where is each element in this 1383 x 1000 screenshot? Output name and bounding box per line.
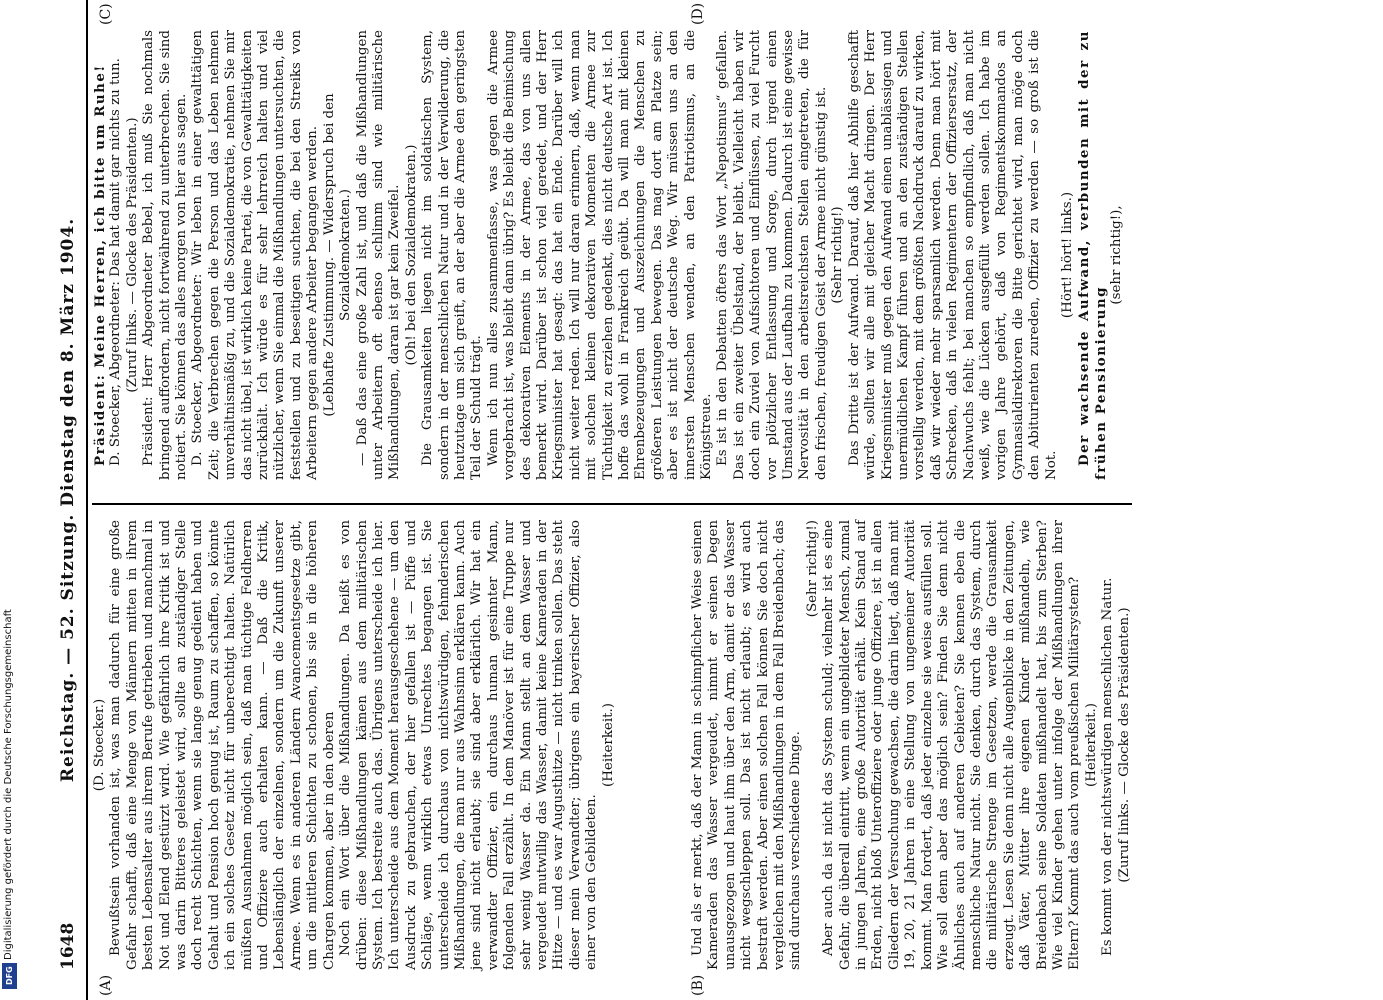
page-header bbox=[58, 0, 88, 1000]
right-column bbox=[92, 30, 1292, 480]
margin-marker-c: (C) bbox=[98, 3, 114, 25]
paragraph: D. Stoecker, Abgeordneter: Wir leben in einer gewalttätigen Zeit; die Verbrechen gegen die Person und das Leben nehmen unverhältnismäßig zu, und die Sozialdemokratie, nehmen Sie mir das nicht übel, ist wirklich keine Partei, die von Gewalttätigkeiten zurückhält. Ich würde es für sehr lehrreich halten und viel nützlicher, wenn Sie einmal die Mißhandlungen untersuchten, die feststellen und zu beseitigen suchten, die bei den Streiks von Arbeitern gegen andere Arbeiter begangen werden. bbox=[190, 30, 321, 480]
paragraph: Es ist in den Debatten öfters das Wort „Nepotismus“ gefallen. Das ist ein zweiter Übelstand, der bleibt. Vielleicht haben wir doch ein Zuviel von Aufsichtoren und Einflüssen, zu viel Furcht vor plötzlicher Entlassung und Sorge, durch irgend einen Umstand aus der Laufbahn zu kommen. Dadurch ist eine gewisse Nervosität in den arbeitsreichsten Stellen eingetreten, die für den frischen, freudigen Geist der Armee nicht günstig ist. bbox=[715, 30, 829, 480]
interjection: (Zuruf links. — Glocke des Präsidenten.) bbox=[124, 117, 140, 393]
margin-marker-d: (D) bbox=[690, 2, 706, 25]
paragraph: Der wachsende Aufwand, verbunden mit der zu frühen Pensionierung bbox=[1076, 30, 1109, 480]
interjection: (Heiterkeit.) bbox=[600, 703, 616, 787]
interjection: (Hört! hört! links.) bbox=[1059, 191, 1075, 319]
digitization-credit: Digitalisierung gefördert durch die Deutsche Forschungsgemeinschaft bbox=[3, 609, 14, 960]
paragraph: Präsident: Herr Abgeordneter Bebel, ich muß Sie nochmals bringend auffordern, nicht fortwährend zu unterbrechen. Sie sind notiert. Sie können das alles morgen von hier aus sagen. bbox=[141, 30, 190, 480]
interjection: (Sehr richtig!) bbox=[804, 520, 820, 618]
paragraph: Aber auch da ist nicht das System schuld; vielmehr ist es eine Gefahr, die überall eintritt, wenn ein ungebildeter Mensch, zumal in jungen Jahren, eine große Autorität erhält. Kein Stand auf Erden, nicht bloß Unteroffiziere oder junge Offiziere, ist in allen Gliedern der Versuchung gewachsen, die darin liegt, daß man mit 19, 20, 21 Jahren in eine Stellung von ungemeiner Autorität kommt. Man fordert, daß jeder einzelne sie weise ausfüllen soll. Wie soll denn aber das möglich sein? Finden Sie denn nicht Ähnliches auch auf anderen Gebieten? Sie kennen eben die menschliche Natur nicht. Sie denken, durch das System, durch die militärische Strenge im Gesetzen, werde die Grausamkeit erzeugt. Lesen Sie denn nicht alle Augenblicke in den Zeitungen, daß Väter, Mütter ihre eigenen Kinder mißhandeln, wie Breidenbach seine Soldaten mißhandelt hat, bis zum Sterben? Wie viel Kinder gehen unter infolge der Mißhandlungen ihrer Eltern? Kommt das auch vom preußischen Militärsystem? bbox=[821, 520, 1083, 970]
paragraph: Und als er merkt, daß der Mann in schimpflicher Weise seinen Kameraden das Wasser vergeudet, nimmt er seinen Degen unausgezogen und haut ihm über den Arm, damit er das Wasser nicht wegschleppen soll. Das ist nicht erlaubt; es wird auch bestraft werden. Aber einen solchen Fall können Sie doch nicht vergleichen mit den Mißhandlungen in dem Fall Breidenbach; das sind durchaus verschiedene Dinge. bbox=[690, 520, 804, 970]
paragraph: Bewußtsein vorhanden ist, was man dadurch für eine große Gefahr schafft, daß eine Menge von Männern mitten in ihrem besten Lebensalter aus ihrem Berufe getrieben und manchmal in Not und Elend gestürzt wird. Wie gefährlich ihre Kritik ist und was darin Bitteres geleistet wird, sollte an zuständiger Stelle doch recht Schichten, wenn sie lange genug gedient haben und Gehalt und Pension hoch genug ist, Raum zu schaffen, so könnte ich ein solches Gesetz nicht für unberechtigt halten. Natürlich müßten Ausnahmen möglich sein, daß man tüchtige Feldherren und Offiziere auch erhalten kann. — Daß die Kritik, Lebenslänglich der einzelnen, sondern um die Zukunft unserer Armee. Wenn es in anderen Ländern Avancementsgesetze gibt, um die mittleren Schichten zu schonen, bis sie in die höheren Chargen kommen, aber in den oberen bbox=[108, 520, 337, 970]
interjection: (Sehr richtig!) bbox=[830, 206, 846, 304]
interjection: (Oh! bei den Sozialdemokraten.) bbox=[403, 144, 419, 366]
interjection: (Zuruf links. — Glocke des Präsidenten.) bbox=[1116, 607, 1132, 883]
speaker-label: (D. Stoecker.) bbox=[92, 698, 107, 792]
interjection: (Lebhafte Zustimmung. — Widerspruch bei den Sozialdemokraten.) bbox=[321, 93, 354, 417]
margin-marker-a: (A) bbox=[98, 974, 114, 996]
left-column-top bbox=[92, 520, 672, 970]
interjection: (sehr richtig!), bbox=[1109, 205, 1125, 305]
paragraph: Es kommt von der nichtswürdigen menschlichen Natur. bbox=[1100, 577, 1116, 956]
speaker-president: Präsident: Meine Herren, ich bitte um Ruhe! bbox=[92, 64, 108, 466]
margin-marker-b: (B) bbox=[690, 974, 706, 996]
left-column-bottom bbox=[690, 520, 1132, 970]
paragraph: Die Grausamkeiten liegen nicht im soldatischen System, sondern in der menschlichen Natur und in der Verwilderung, die heutzutage um sich greift, an der aber die Armee den geringsten Teil der Schuld trägt. bbox=[420, 30, 485, 480]
paragraph: Wenn ich nun alles zusammenfasse, was gegen die Armee vorgebracht ist, was bleibt dann übrig? Es bleibt die Beimischung des dekorativen Elements in der Armee, das von uns allen bemerkt wird. Darüber ist schon viel geredet, und der Herr Kriegsminister hat gesagt: das hat ein Ende. Darüber will ich nicht weiter reden. Ich will nur daran erinnern, daß, wenn man mit solchen kleinen dekorativen Momenten die Armee zur Tüchtigkeit zu erziehen gedenkt, dies nicht deutsche Art ist. Ich hoffe das wohl in Frankreich geübt. Da will man mit kleinen Ehrenbezeugungen und Auszeichnungen die Menschen zu größeren Leistungen bewegen. Das mag dort am Platze sein; aber es ist nicht der deutsche Weg. Wir müssen uns an den innersten Menschen wenden, an den Patriotismus, an die Königstreue. bbox=[485, 30, 715, 480]
page-number: 1648 bbox=[58, 922, 78, 970]
paragraph: D. Stoecker, Abgeordneter: Das hat damit gar nichts zu tun. bbox=[108, 58, 124, 466]
dfg-logo: DFG bbox=[2, 963, 17, 989]
paragraph: — Daß das eine große Zahl ist, und daß die Mißhandlungen unter Arbeitern oft ebenso schlimm sind wie militärische Mißhandlungen, daran ist gar kein Zweifel. bbox=[354, 30, 403, 480]
column-divider bbox=[92, 503, 1132, 505]
paragraph: Das Dritte ist der Aufwand. Darauf, daß hier Abhilfe geschafft würde, sollten wir alle mit gleicher Macht dringen. Der Herr Kriegsminister muß gegen den Aufwand einen unablässigen und unermüdlichen Kampf führen und an den zuständigen Stellen vorstellig werden, mit dem größten Nachdruck darauf zu wirken, daß wir wieder mehr sparsamlich werden. Denn man hört mit Schrecken, daß in vielen Regimentern der Offiziersersatz, der Nachwuchs fehlt; bei manchen so empfindlich, daß man nicht weiß, wie die Lücken ausgefüllt werden sollen. Ich habe im vorigen Jahre gehört, daß von Regimentskommandos an Gymnasialdirektoren die Bitte gerichtet wird, man möge doch den Abiturienten zureden, Offizier zu werden — so groß ist die Not. bbox=[846, 30, 1059, 480]
paragraph: Noch ein Wort über die Mißhandlungen. Da heißt es von drüben: diese Mißhandlungen kämen aus dem militärischen System. Ich bestreite auch das. Übrigens unterscheide ich hier. Ich unterscheide aus dem Moment herausgeschehene — um den Ausdruck zu gebrauchen, der hier gefallen ist — Püffe und Schläge, wenn wirklich etwas Unrechtes begangen ist. Sie unterscheide ich durchaus von nichtswürdigen, fehmderischen Mißhandlungen, die man nur aus Wahnsinn erklären kann. Auch jene sind nicht erlaubt; sie sind aber erklärlich. Wir hat ein verwandter Offizier, ein durchaus human gesinnter Mann, folgenden Fall erzählt. In dem Manöver ist für eine Truppe nur sehr wenig Wasser da. Ein Mann stellt an dem Wasser und vergeudet mutwillig das Wasser, damit keine Kameraden in der Hitze — und es war Augusthitze — nicht trinken sollen. Das steht dieser mein Verwandter; übrigens ein bayerischer Offizier, also einer von den Gebildeten. bbox=[338, 520, 600, 970]
interjection: (Heiterkeit.) bbox=[1083, 703, 1099, 787]
page-title: Reichstag. — 52. Sitzung. Dienstag den 8. März 1904. bbox=[58, 217, 78, 783]
